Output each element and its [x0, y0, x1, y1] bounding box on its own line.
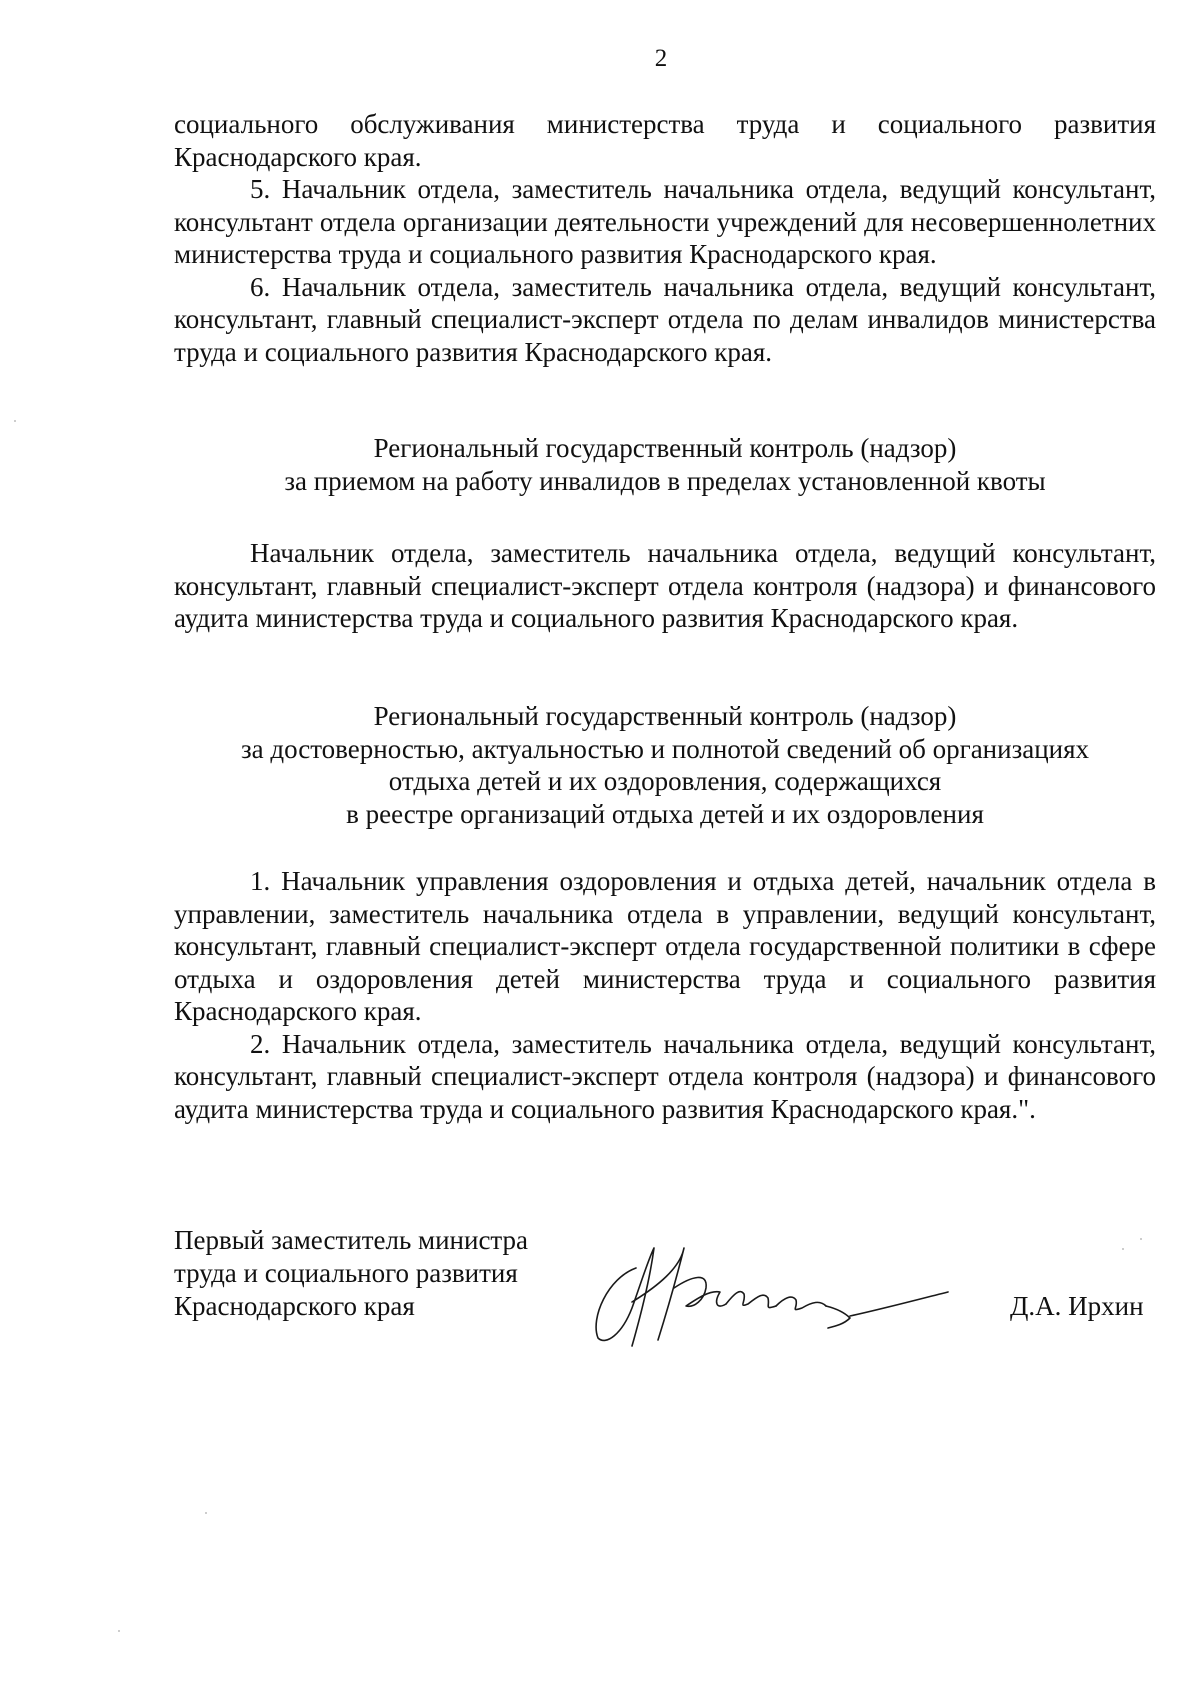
scan-speck — [1122, 1248, 1124, 1250]
signer-position-line: Первый заместитель министра — [174, 1225, 529, 1255]
paragraph-continuation: социального обслуживания министерства труда и социального развития Краснодарского края. — [174, 109, 1156, 172]
signer-position-line: Краснодарского края — [174, 1291, 415, 1321]
signer-position — [174, 1224, 528, 1323]
continued-list — [174, 108, 1156, 368]
handwritten-signature — [588, 1238, 988, 1348]
heading-line: Региональный государственный контроль (надзор) — [373, 701, 957, 731]
heading-line: за приемом на работу инвалидов в пределах установленной квоты — [284, 465, 1046, 496]
list-item-6: 6. Начальник отдела, заместитель начальника отдела, ведущий консультант, консультант, главный специалист-эксперт отдела по делам инвалидов министерства труда и социального развития Краснодарского края. — [174, 271, 1156, 367]
heading-line: отдыха детей и их оздоровления, содержащихся — [388, 766, 942, 796]
heading-line: Региональный государственный контроль (надзор) — [373, 433, 957, 463]
page-number: 2 — [654, 45, 668, 72]
paragraph: Начальник отдела, заместитель начальника отдела, ведущий консультант, консультант, главный специалист-эксперт отдела контроля (надзора) и финансового аудита министерства труда и социального развития Краснодарского края. — [174, 538, 1156, 633]
section-body-children-rest — [174, 865, 1156, 1125]
heading-line: за достоверностью, актуальностью и полнотой сведений об организациях — [240, 733, 1090, 764]
heading-line: в реестре организаций отдыха детей и их оздоровления — [346, 798, 984, 829]
scan-speck — [14, 420, 16, 422]
list-item-2: 2. Начальник отдела, заместитель начальника отдела, ведущий консультант, консультант, главный специалист-эксперт отдела контроля (надзора) и финансового аудита министерства труда и социального развития Краснодарского края.". — [174, 1028, 1156, 1124]
signer-position-line: труда и социального развития — [174, 1258, 518, 1288]
signer-name: Д.А. Ирхин — [1010, 1291, 1144, 1321]
list-item-5: 5. Начальник отдела, заместитель начальника отдела, ведущий консультант, консультант отдела организации деятельности учреждений для несовершеннолетних министерства труда и социального развития Краснодарского края. — [174, 174, 1156, 269]
scan-speck — [118, 1630, 120, 1632]
list-item-1: 1. Начальник управления оздоровления и отдыха детей, начальник отдела в управлении, заместитель начальника отдела в управлении, ведущий консультант, консультант, главный специалист-эксперт отдела государственной политики в сфере отдыха и оздоровления детей министерства труда и социального развития Краснодарского края. — [174, 866, 1156, 1026]
section-body-quota — [174, 537, 1156, 635]
section-heading-quota — [174, 432, 1156, 497]
scan-speck — [1140, 1238, 1142, 1240]
scan-speck — [205, 1512, 207, 1514]
section-heading-children-rest — [174, 700, 1156, 830]
